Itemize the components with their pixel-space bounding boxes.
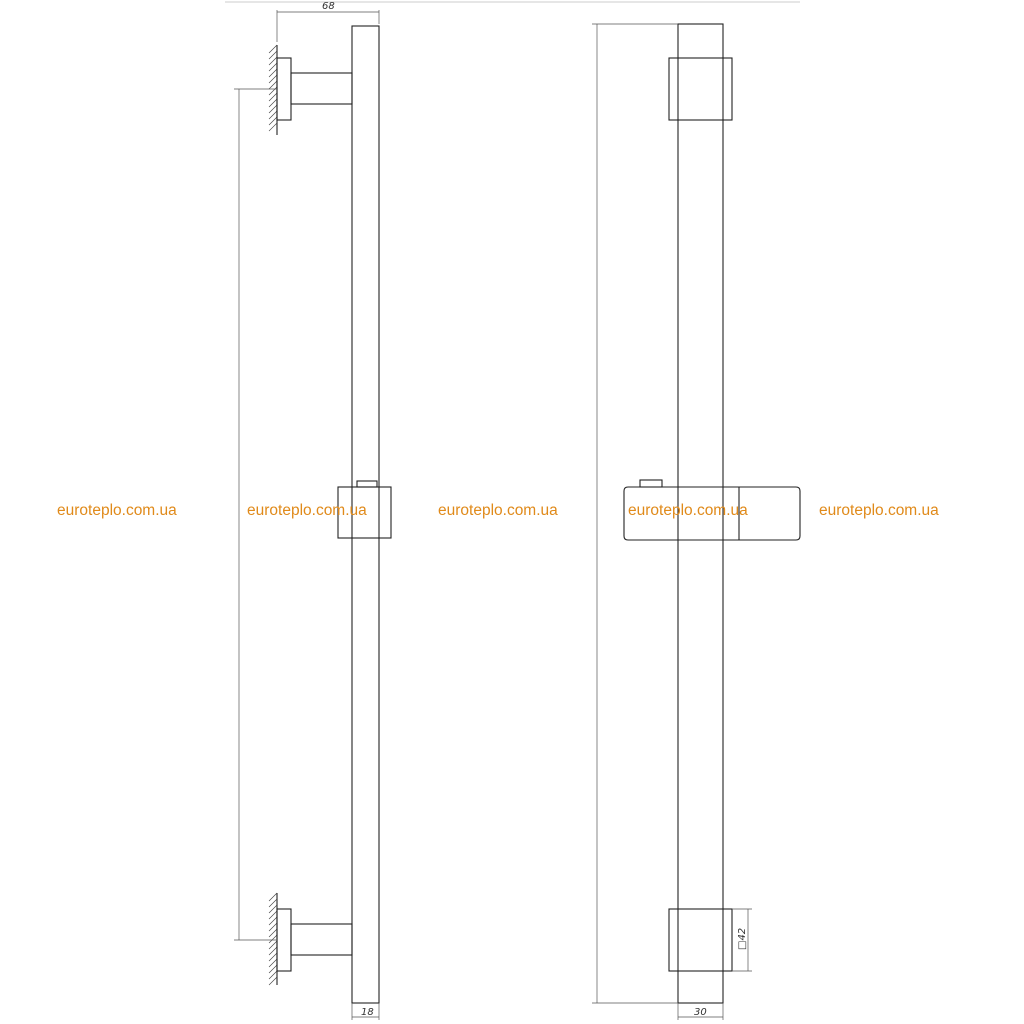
- dimension-42: [732, 909, 752, 971]
- watermark-3: euroteplo.com.ua: [438, 502, 558, 519]
- dimension-30-label: 30: [694, 1007, 707, 1018]
- top-wall-flange: [277, 58, 291, 120]
- top-arm: [291, 73, 352, 104]
- wall-hatch-bottom: [269, 893, 277, 985]
- bottom-arm: [291, 924, 352, 955]
- watermark-1: euroteplo.com.ua: [57, 502, 177, 519]
- watermark-2: euroteplo.com.ua: [247, 502, 367, 519]
- dimension-68: [277, 1, 379, 42]
- dimension-68-label: 68: [322, 1, 335, 12]
- bottom-wall-flange: [277, 909, 291, 971]
- dimension-42-label: □42: [737, 927, 748, 950]
- dimension-30: [678, 1003, 723, 1020]
- side-slider-button: [357, 481, 377, 487]
- dimension-18: [352, 1003, 379, 1020]
- dimension-18-label: 18: [361, 1007, 374, 1018]
- watermark-4: euroteplo.com.ua: [628, 502, 748, 519]
- front-view: [592, 24, 800, 1020]
- wall-hatch-top: [269, 45, 277, 135]
- watermarks: [57, 502, 939, 519]
- front-slider-button: [640, 480, 662, 487]
- watermark-5: euroteplo.com.ua: [819, 502, 939, 519]
